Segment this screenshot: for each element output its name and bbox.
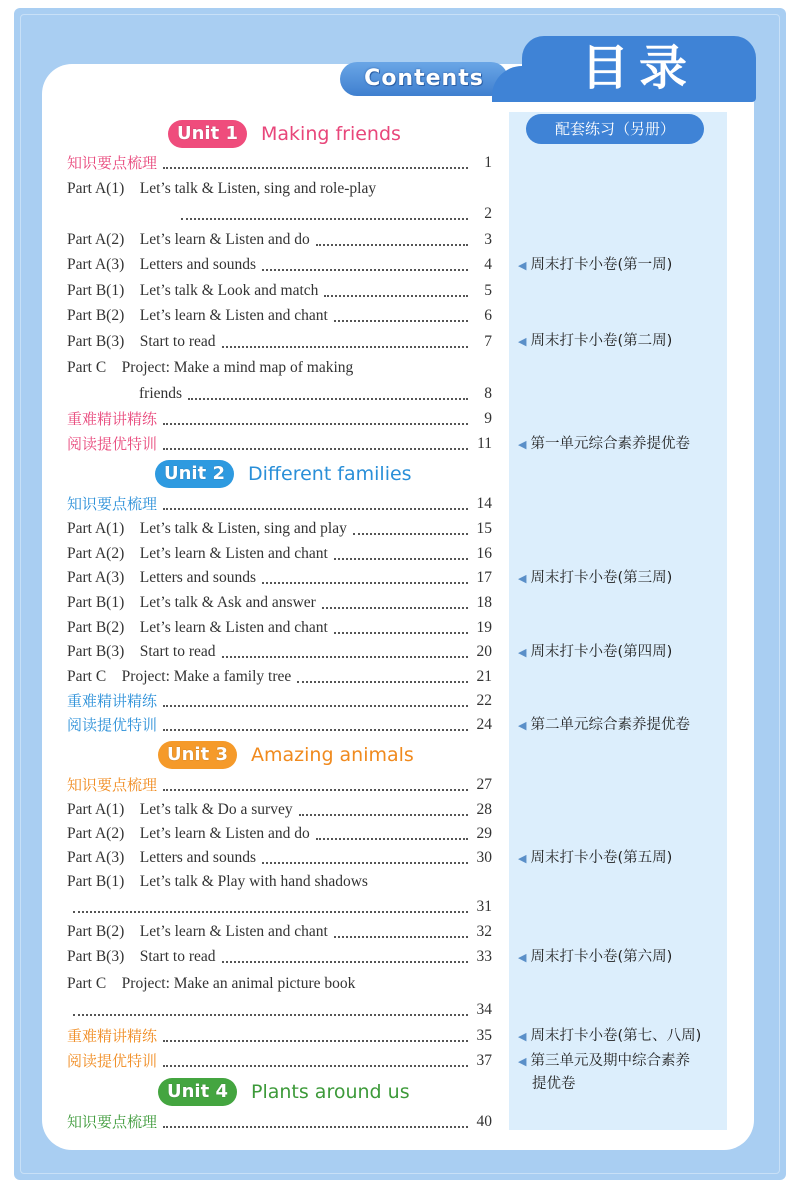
leader-dots	[324, 294, 468, 297]
toc-label: Part A(3) Letters and sounds	[67, 569, 256, 586]
toc-label: Part C Project: Make a family tree	[67, 668, 292, 685]
side-item[interactable]	[518, 1025, 723, 1048]
toc-row[interactable]	[67, 433, 492, 455]
leader-dots	[297, 680, 468, 683]
leader-dots	[262, 268, 468, 271]
toc-page: 33	[476, 948, 492, 965]
toc-page: 8	[484, 385, 492, 402]
toc-row[interactable]	[139, 383, 492, 405]
toc-row[interactable]	[67, 823, 492, 845]
toc-page: 30	[476, 849, 492, 866]
toc-page: 17	[476, 569, 492, 586]
toc-page: 34	[476, 1001, 492, 1018]
mulu-title	[522, 36, 756, 102]
side-item-text: 周末打卡小卷(第一周)	[530, 257, 673, 273]
toc-page: 32	[476, 923, 492, 940]
toc-row[interactable]	[67, 518, 492, 540]
toc-row[interactable]	[67, 543, 492, 565]
toc-row[interactable]	[67, 592, 492, 614]
unit-badge: Unit 1	[168, 120, 247, 148]
unit-badge: Unit 3	[158, 741, 237, 769]
unit-badge: Unit 4	[158, 1078, 237, 1106]
leader-dots	[163, 507, 468, 510]
leader-dots	[316, 837, 468, 840]
unit-4-header	[158, 1078, 410, 1106]
side-item[interactable]	[518, 254, 723, 277]
side-item-text-continued: 提优卷	[532, 1076, 576, 1092]
toc-row[interactable]	[67, 666, 492, 688]
unit-title: Plants around us	[251, 1081, 410, 1103]
leader-dots	[163, 422, 468, 425]
side-item[interactable]	[518, 433, 723, 456]
toc-row[interactable]	[67, 946, 492, 968]
toc-label: 重难精讲精练	[67, 692, 158, 710]
toc-page: 18	[476, 594, 492, 611]
toc-page: 6	[484, 307, 492, 324]
leader-dots	[163, 1039, 468, 1042]
toc-row[interactable]	[67, 847, 492, 869]
toc-page: 11	[477, 435, 492, 452]
toc-label: 阅读提优特训	[67, 716, 158, 734]
toc-row[interactable]	[67, 280, 492, 302]
leader-dots	[163, 704, 468, 707]
side-item-text: 周末打卡小卷(第三周)	[530, 570, 673, 586]
leader-dots	[163, 1064, 468, 1067]
side-item[interactable]	[518, 847, 723, 870]
toc-page: 16	[476, 545, 492, 562]
leader-dots	[262, 861, 468, 864]
unit-title: Different families	[248, 463, 412, 485]
toc-row[interactable]	[67, 1111, 492, 1133]
arrow-left-icon: ◀	[518, 1055, 527, 1068]
unit-title: Making friends	[261, 123, 401, 145]
toc-page: 1	[484, 154, 492, 171]
toc-page: 4	[484, 256, 492, 273]
leader-dots	[322, 606, 468, 609]
toc-page: 22	[476, 692, 492, 709]
toc-row[interactable]	[175, 203, 492, 225]
toc-row[interactable]	[67, 152, 492, 174]
toc-row[interactable]	[67, 1050, 492, 1072]
leader-dots	[188, 397, 468, 400]
arrow-left-icon: ◀	[518, 1030, 527, 1043]
toc-page: 28	[476, 801, 492, 818]
leader-dots	[262, 581, 468, 584]
leader-dots	[334, 631, 468, 634]
arrow-left-icon: ◀	[518, 572, 527, 585]
leader-dots	[163, 166, 468, 169]
side-item[interactable]	[518, 946, 723, 969]
side-item-text: 第二单元综合素养提优卷	[530, 717, 690, 733]
side-item-text: 周末打卡小卷(第二周)	[530, 333, 673, 349]
toc-row[interactable]	[67, 567, 492, 589]
exercise-book-label: 配套练习（另册）	[526, 114, 704, 144]
toc-label: Part B(3) Start to read	[67, 948, 216, 965]
toc-label: 知识要点梳理	[67, 1113, 158, 1131]
leader-dots	[163, 788, 468, 791]
contents-title: Contents	[340, 62, 508, 96]
toc-label: Part A(1) Let’s talk & Do a survey	[67, 801, 293, 818]
toc-label: Part A(3) Letters and sounds	[67, 256, 256, 273]
side-item-text: 第一单元综合素养提优卷	[530, 436, 690, 452]
toc-label: Part C Project: Make an animal picture book	[67, 975, 356, 992]
side-item[interactable]	[518, 714, 723, 737]
leader-dots	[163, 728, 468, 731]
toc-label: Part B(2) Let’s learn & Listen and chant	[67, 923, 328, 940]
toc-label: Part A(1) Let’s talk & Listen, sing and role-play	[67, 180, 377, 197]
toc-label: Part A(2) Let’s learn & Listen and chant	[67, 545, 328, 562]
toc-label: 知识要点梳理	[67, 495, 158, 513]
toc-row[interactable]	[67, 254, 492, 276]
toc-row[interactable]	[67, 999, 492, 1021]
unit-title: Amazing animals	[251, 744, 414, 766]
toc-label: 重难精讲精练	[67, 410, 158, 428]
side-item[interactable]	[518, 567, 723, 590]
toc-page: 24	[476, 716, 492, 733]
toc-label: Part A(2) Let’s learn & Listen and do	[67, 825, 310, 842]
toc-label: Part A(2) Let’s learn & Listen and do	[67, 231, 310, 248]
leader-dots	[222, 345, 468, 348]
toc-page: 7	[484, 333, 492, 350]
toc-row[interactable]	[67, 1025, 492, 1047]
toc-row[interactable]	[67, 178, 492, 200]
toc-page: 14	[476, 495, 492, 512]
toc-page: 29	[476, 825, 492, 842]
side-item-text: 第三单元及期中综合素养	[530, 1053, 690, 1069]
toc-label: 阅读提优特训	[67, 435, 158, 453]
arrow-left-icon: ◀	[518, 335, 527, 348]
toc-label: Part A(3) Letters and sounds	[67, 849, 256, 866]
side-item-text: 周末打卡小卷(第四周)	[530, 644, 673, 660]
toc-label: Part B(1) Let’s talk & Ask and answer	[67, 594, 316, 611]
toc-page: 35	[476, 1027, 492, 1044]
unit-1-header	[168, 120, 401, 148]
leader-dots	[181, 217, 468, 220]
toc-page: 27	[476, 776, 492, 793]
toc-label: Part B(1) Let’s talk & Play with hand shadows	[67, 873, 368, 890]
toc-label: 重难精讲精练	[67, 1027, 158, 1045]
toc-row[interactable]	[67, 921, 492, 943]
toc-label: Part A(1) Let’s talk & Listen, sing and play	[67, 520, 347, 537]
toc-page: 15	[476, 520, 492, 537]
toc-row[interactable]	[67, 305, 492, 327]
toc-row[interactable]	[67, 357, 492, 379]
toc-row[interactable]	[67, 408, 492, 430]
toc-page: 5	[484, 282, 492, 299]
toc-row[interactable]	[67, 799, 492, 821]
toc-label: 知识要点梳理	[67, 154, 158, 172]
toc-label: 阅读提优特训	[67, 1052, 158, 1070]
arrow-left-icon: ◀	[518, 438, 527, 451]
toc-page: 21	[476, 668, 492, 685]
toc-row[interactable]	[67, 871, 492, 893]
leader-dots	[73, 1013, 468, 1016]
leader-dots	[334, 557, 468, 560]
unit-3-header	[158, 741, 414, 769]
toc-label: Part B(3) Start to read	[67, 333, 216, 350]
toc-row[interactable]	[67, 331, 492, 353]
toc-row[interactable]	[67, 229, 492, 251]
toc-page: 40	[476, 1113, 492, 1130]
arrow-left-icon: ◀	[518, 719, 527, 732]
toc-row[interactable]	[67, 617, 492, 639]
toc-row[interactable]	[67, 714, 492, 736]
arrow-left-icon: ◀	[518, 646, 527, 659]
toc-row[interactable]	[67, 896, 492, 918]
toc-page: 2	[484, 205, 492, 222]
toc-page: 37	[476, 1052, 492, 1069]
toc-row[interactable]	[67, 493, 492, 515]
arrow-left-icon: ◀	[518, 951, 527, 964]
toc-label: friends	[139, 385, 183, 402]
toc-page: 19	[476, 619, 492, 636]
toc-label: Part B(2) Let’s learn & Listen and chant	[67, 307, 328, 324]
side-item[interactable]	[518, 1050, 723, 1095]
leader-dots	[316, 243, 468, 246]
toc-label: Part B(3) Start to read	[67, 643, 216, 660]
toc-row[interactable]	[67, 973, 492, 995]
toc-row[interactable]	[67, 690, 492, 712]
leader-dots	[334, 935, 468, 938]
leader-dots	[299, 813, 468, 816]
toc-label: Part B(2) Let’s learn & Listen and chant	[67, 619, 328, 636]
toc-page: 9	[484, 410, 492, 427]
arrow-left-icon: ◀	[518, 259, 527, 272]
unit-2-header	[155, 460, 412, 488]
leader-dots	[334, 319, 468, 322]
unit-badge: Unit 2	[155, 460, 234, 488]
leader-dots	[73, 910, 468, 913]
toc-row[interactable]	[67, 774, 492, 796]
arrow-left-icon: ◀	[518, 852, 527, 865]
toc-row[interactable]	[67, 641, 492, 663]
toc-page: 31	[476, 898, 492, 915]
side-item[interactable]	[518, 330, 723, 353]
leader-dots	[222, 655, 468, 658]
toc-label: Part C Project: Make a mind map of making	[67, 359, 354, 376]
side-item-text: 周末打卡小卷(第六周)	[530, 949, 673, 965]
toc-page: 3	[484, 231, 492, 248]
leader-dots	[163, 447, 468, 450]
leader-dots	[353, 532, 468, 535]
side-item[interactable]	[518, 641, 723, 664]
toc-label: Part B(1) Let’s talk & Look and match	[67, 282, 319, 299]
leader-dots	[222, 960, 468, 963]
side-item-text: 周末打卡小卷(第七、八周)	[530, 1028, 702, 1044]
side-item-text: 周末打卡小卷(第五周)	[530, 850, 673, 866]
leader-dots	[163, 1125, 468, 1128]
toc-label: 知识要点梳理	[67, 776, 158, 794]
toc-page: 20	[476, 643, 492, 660]
mulu-text: 目录	[580, 40, 697, 96]
